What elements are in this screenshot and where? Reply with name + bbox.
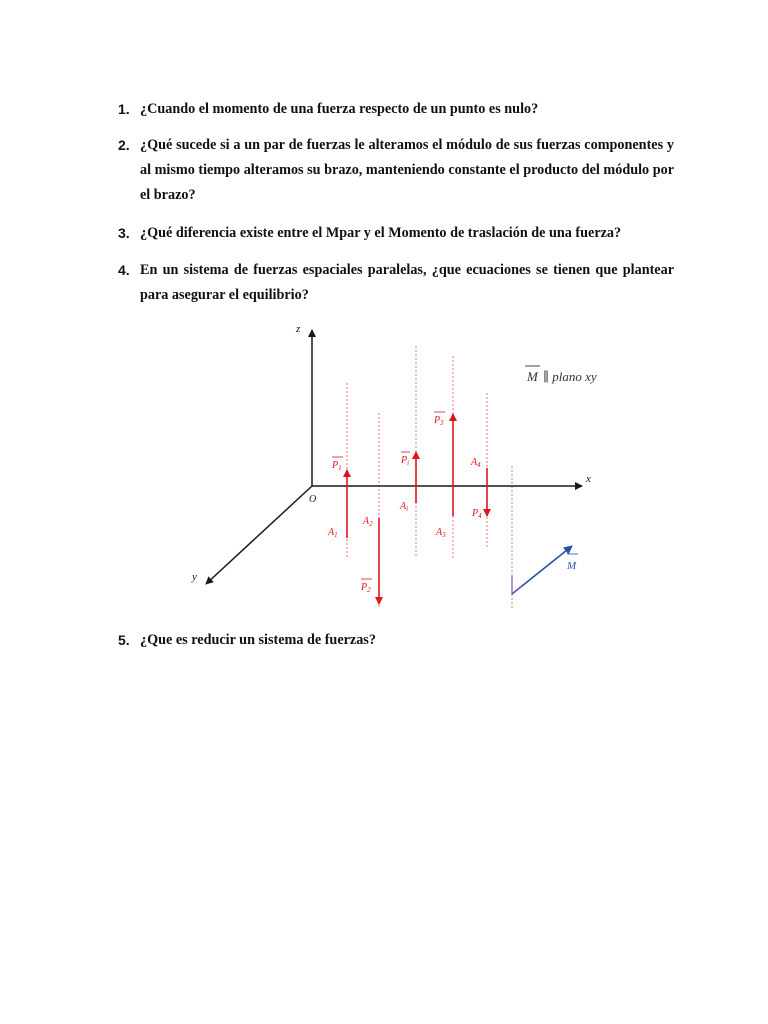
question-number: 2.	[118, 137, 130, 153]
forces	[347, 414, 487, 604]
question-5	[118, 628, 674, 653]
question-number: 3.	[118, 225, 130, 241]
point-labels	[327, 457, 481, 539]
axes	[191, 323, 591, 584]
question-text: ¿Cuando el momento de una fuerza respecto de un punto es nulo?	[140, 101, 539, 117]
question-3	[118, 221, 674, 246]
force-label-p3: $P_3$	[434, 415, 444, 427]
point-label-a1: $A_1$	[328, 527, 338, 539]
question-1	[118, 97, 674, 122]
question-number: 1.	[118, 101, 130, 117]
force-label-p4: $P_4$	[472, 508, 482, 520]
point-label-ai: $A_i$	[400, 501, 409, 513]
moment-angle-marker	[512, 576, 522, 594]
question-text: En un sistema de fuerzas espaciales paralelas, ¿que ecuaciones se tienen que plantear para asegurar el equilibrio?	[140, 262, 674, 303]
parallel-forces-diagram	[180, 318, 610, 616]
point-label-a3: $A_3$	[436, 527, 446, 539]
origin-label: O	[309, 494, 317, 505]
question-4	[118, 258, 674, 308]
force-label-p1: $P_1$	[332, 460, 342, 472]
moment-caption-text: ∥ plano xy	[543, 369, 597, 384]
point-label-a4: $A_4$	[471, 457, 481, 469]
x-axis-label: x	[586, 473, 591, 485]
force-label-pi: $P_i$	[401, 455, 410, 467]
y-axis	[206, 486, 312, 584]
question-number: 4.	[118, 262, 130, 278]
force-label-p2: $P_2$	[361, 582, 371, 594]
question-number: 5.	[118, 632, 130, 648]
moment-caption-symbol: M	[527, 369, 538, 384]
question-text: ¿Qué diferencia existe entre el Mpar y el Momento de traslación de una fuerza?	[140, 225, 622, 241]
y-axis-label: y	[192, 571, 197, 583]
force-labels	[331, 412, 482, 594]
question-2	[118, 133, 674, 208]
question-text: ¿Qué sucede si a un par de fuerzas le alteramos el módulo de sus fuerzas componentes y al mismo tiempo alteramos su brazo, manteniendo constante el producto del módulo por el brazo?	[140, 137, 674, 203]
point-label-a2: $A_2$	[363, 516, 373, 528]
moment-vector	[512, 546, 578, 594]
moment-label: M	[567, 560, 577, 572]
question-text: ¿Que es reducir un sistema de fuerzas?	[140, 632, 376, 648]
z-axis-label: z	[296, 323, 301, 335]
moment-caption	[525, 366, 597, 384]
